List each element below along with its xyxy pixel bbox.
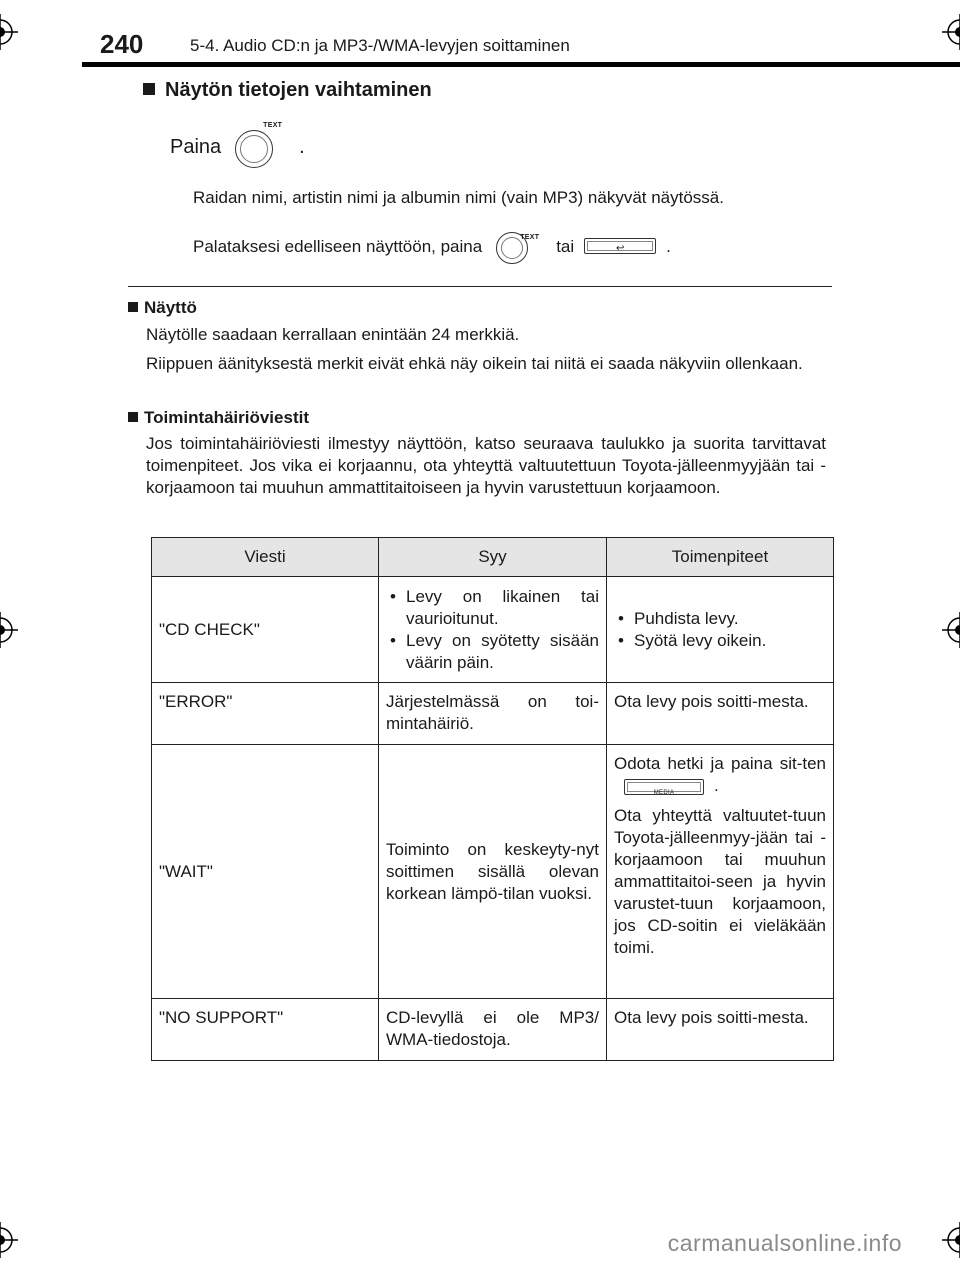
return-prefix: Palataksesi edelliseen näyttöön, paina	[193, 236, 483, 256]
section-title: 5-4. Audio CD:n ja MP3-/WMA-levyjen soittaminen	[190, 36, 570, 55]
table-row	[152, 999, 834, 1061]
text-knob-label: TEXT	[263, 122, 283, 129]
column-header: Viesti	[152, 538, 379, 577]
cell-cause: Järjestelmässä on toi-mintahäiriö.	[379, 683, 607, 745]
note-title-display: Näyttö	[128, 297, 197, 319]
cell-action: Odota hetki ja paina sit-ten MEDIA . Ota yhteyttä valtuutet-tuun Toyota-jälleenmyy-jään tai -korjaamoon tai muuhun ammattitaitoi-seen ja hyvin varustet-tuun korjaamoon, jos CD-soitin ei vieläkään toimi.	[607, 745, 834, 999]
cell-cause	[379, 577, 607, 683]
cell-message: "WAIT"	[152, 745, 379, 999]
step-description: Raidan nimi, artistin nimi ja albumin nimi (vain MP3) näkyvät näytössä.	[193, 188, 724, 207]
registration-mark-bottom-left	[0, 1222, 18, 1258]
registration-mark-mid-left	[0, 612, 18, 648]
table-row	[152, 683, 834, 745]
cell-message: "CD CHECK"	[152, 577, 379, 683]
error-message-table	[151, 537, 834, 1061]
page-number: 240	[100, 29, 144, 59]
note-paragraph: Näytölle saadaan kerrallaan enintään 24 merkkiä.	[146, 325, 520, 344]
square-bullet-icon	[128, 302, 138, 312]
cell-cause: CD-levyllä ei ole MP3/ WMA-tiedostoja.	[379, 999, 607, 1061]
step-heading-text: Näytön tietojen vaihtaminen	[165, 79, 432, 101]
column-header: Toimenpiteet	[607, 538, 834, 577]
text-knob-label: TEXT	[520, 234, 540, 241]
note-paragraph: Riippuen äänityksestä merkit eivät ehkä näy oikein tai niitä ei saada näkyviin ollenkaan.	[146, 354, 803, 373]
cell-action	[607, 577, 834, 683]
registration-mark-bottom-right	[942, 1222, 960, 1258]
table-header-row	[152, 538, 834, 577]
header-rule	[82, 62, 960, 67]
table-row	[152, 577, 834, 683]
return-or: tai	[556, 236, 575, 256]
page-header	[100, 28, 960, 64]
press-end: .	[299, 135, 305, 158]
cell-action: Ota levy pois soitti-mesta.	[607, 999, 834, 1061]
cell-cause: Toiminto on keskeyty-nyt soittimen sisällä olevan korkean lämpö-tilan vuoksi.	[379, 745, 607, 999]
press-label: Paina	[170, 135, 222, 158]
registration-mark-top-left	[0, 14, 18, 50]
cell-action: Ota levy pois soitti-mesta.	[607, 683, 834, 745]
square-bullet-icon	[143, 83, 155, 95]
press-instruction	[170, 122, 305, 172]
return-instruction	[193, 226, 671, 266]
text-knob-icon	[496, 226, 544, 266]
section-divider	[128, 286, 832, 287]
list-item: • Puhdista levy.	[614, 608, 826, 630]
list-item: • Levy on likainen tai vaurioitunut.	[386, 586, 599, 630]
watermark: carmanualsonline.info	[667, 1230, 902, 1256]
column-header: Syy	[379, 538, 607, 577]
back-button-icon: ↩	[584, 238, 656, 254]
media-button-icon: MEDIA	[624, 779, 704, 795]
note-paragraph: Jos toimintahäiriöviesti ilmestyy näyttöön, katso seuraava taulukko ja suorita tarvittavat toimenpiteet. Jos vika ei korjaannu, ota yhteyttä valtuutettuun Toyota-jälleenmyyjään tai -korjaamoon tai muuhun ammattitaitoiseen ja hyvin varustettuun korjaamoon.	[146, 434, 826, 497]
table-row	[152, 745, 834, 999]
cell-message: "NO SUPPORT"	[152, 999, 379, 1061]
note-title-errors: Toimintahäiriöviestit	[128, 407, 309, 429]
list-item: • Levy on syötetty sisään väärin päin.	[386, 630, 599, 674]
registration-mark-mid-right	[942, 612, 960, 648]
cell-message: "ERROR"	[152, 683, 379, 745]
text-knob-icon	[235, 122, 291, 172]
return-end: .	[666, 236, 671, 256]
square-bullet-icon	[128, 412, 138, 422]
list-item: • Syötä levy oikein.	[614, 630, 826, 652]
step-heading	[143, 78, 432, 102]
